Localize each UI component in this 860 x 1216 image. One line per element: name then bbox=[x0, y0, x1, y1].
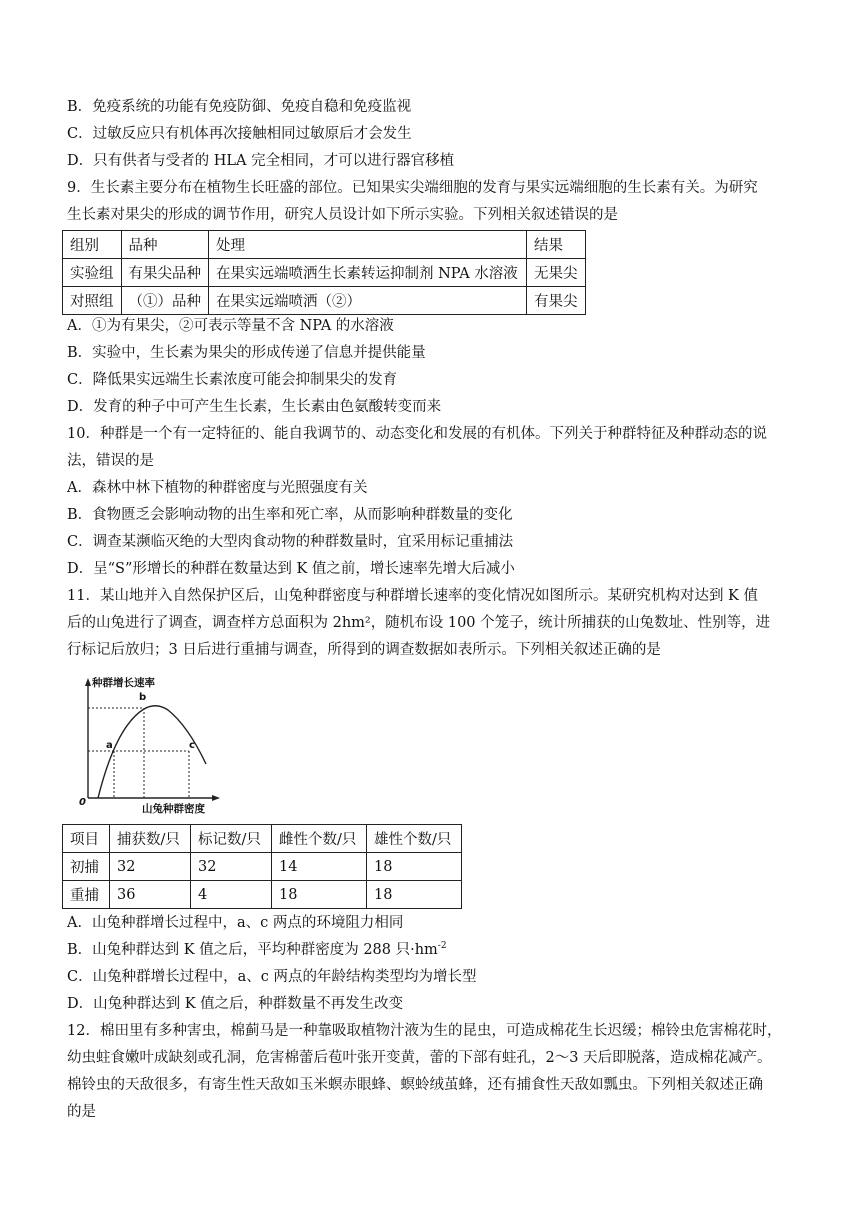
table-header-cell: 组别 bbox=[63, 231, 122, 259]
option-d-q11: D．山兔种群达到 K 值之后，种群数量不再发生改变 bbox=[67, 996, 404, 1012]
x-axis-label: 山兔种群密度 bbox=[142, 803, 205, 814]
question-12-stem-cont: 幼虫蛀食嫩叶成缺刻或孔洞，危害棉蕾后苞叶张开变黄，蕾的下部有蛀孔，2～3 天后即脱落，造成棉花减产。 bbox=[67, 1050, 772, 1066]
question-10-stem: 10．种群是一个有一定特征的、能自我调节的、动态变化和发展的有机体。下列关于种群特征及种群动态的说 bbox=[67, 426, 767, 442]
table-header-row bbox=[63, 231, 586, 259]
table-header-cell: 处理 bbox=[209, 231, 527, 259]
table-cell: （①）品种 bbox=[121, 287, 209, 315]
table-row bbox=[63, 853, 462, 881]
experiment-table bbox=[62, 230, 586, 315]
point-a-label: a bbox=[106, 740, 113, 751]
table-row bbox=[63, 881, 462, 909]
question-12-stem-cont3: 的是 bbox=[67, 1104, 96, 1120]
table-header-cell: 品种 bbox=[121, 231, 209, 259]
table-cell: 36 bbox=[110, 881, 191, 909]
table-cell: 14 bbox=[272, 853, 367, 881]
option-c-q11: C．山兔种群增长过程中，a、c 两点的年龄结构类型均为增长型 bbox=[67, 969, 477, 985]
table-cell: 32 bbox=[191, 853, 272, 881]
question-12-stem-cont2: 棉铃虫的天敌很多，有寄生性天敌如玉米螟赤眼蜂、螟蛉绒茧蜂，还有捕食性天敌如瓢虫。下列相关叙述正确 bbox=[67, 1077, 763, 1093]
table-header-cell: 雄性个数/只 bbox=[367, 825, 462, 853]
table-cell: 无果尖 bbox=[527, 259, 586, 287]
point-c-label: c bbox=[189, 740, 195, 751]
option-c-q10: C．调查某濒临灭绝的大型肉食动物的种群数量时，宜采用标记重捕法 bbox=[67, 534, 514, 550]
question-9-stem-cont: 生长素对果尖的形成的调节作用，研究人员设计如下所示实验。下列相关叙述错误的是 bbox=[67, 207, 618, 223]
growth-rate-figure bbox=[76, 676, 226, 814]
table-row bbox=[63, 259, 586, 287]
table-cell: 32 bbox=[110, 853, 191, 881]
option-b-q9: B．实验中，生长素为果尖的形成传递了信息并提供能量 bbox=[67, 345, 426, 361]
table-header-row bbox=[63, 825, 462, 853]
option-c-q8: C．过敏反应只有机体再次接触相同过敏原后才会发生 bbox=[67, 126, 412, 142]
table-cell: 初捕 bbox=[63, 853, 110, 881]
table-header-cell: 标记数/只 bbox=[191, 825, 272, 853]
question-12-stem: 12．棉田里有多种害虫，棉蓟马是一种靠吸取植物汁液为生的昆虫，可造成棉花生长迟缓；棉铃虫危害棉花时， bbox=[67, 1023, 782, 1039]
question-9-stem: 9．生长素主要分布在植物生长旺盛的部位。已知果实尖端细胞的发育与果实远端细胞的生长素有关。为研究 bbox=[67, 180, 758, 196]
option-d-q9: D．发育的种子中可产生生长素，生长素由色氨酸转变而来 bbox=[67, 399, 442, 415]
option-b-q11 bbox=[67, 940, 447, 960]
point-b-label: b bbox=[139, 692, 147, 703]
x-axis-arrow bbox=[212, 795, 220, 801]
question-11-stem: 11．某山地并入自然保护区后，山兔种群密度与种群增长速率的变化情况如图所示。某研究机构对达到 K 值 bbox=[67, 588, 758, 604]
table-cell: 18 bbox=[367, 881, 462, 909]
option-b-q10: B．食物匮乏会影响动物的出生率和死亡率，从而影响种群数量的变化 bbox=[67, 507, 513, 523]
table-cell: 有果尖品种 bbox=[121, 259, 209, 287]
option-b-q11-text: B．山兔种群达到 K 值之后，平均种群密度为 288 只·hm bbox=[67, 942, 438, 958]
question-10-stem-cont: 法，错误的是 bbox=[67, 453, 154, 469]
table-cell: 重捕 bbox=[63, 881, 110, 909]
table-cell: 在果实远端喷洒（②） bbox=[209, 287, 527, 315]
option-d-q8: D．只有供者与受者的 HLA 完全相同，才可以进行器官移植 bbox=[67, 153, 455, 169]
table-cell: 对照组 bbox=[63, 287, 122, 315]
table-row bbox=[63, 287, 586, 315]
y-axis-label: 种群增长速率 bbox=[92, 677, 155, 689]
y-axis-arrow bbox=[85, 678, 91, 686]
table-cell: 在果实远端喷洒生长素转运抑制剂 NPA 水溶液 bbox=[209, 259, 527, 287]
question-11-stem-cont: 后的山兔进行了调查，调查样方总面积为 2hm²，随机布设 100 个笼子，统计所捕获的山兔数址、性别等，进 bbox=[67, 615, 771, 631]
table-cell: 18 bbox=[272, 881, 367, 909]
option-a-q9: A．①为有果尖，②可表示等量不含 NPA 的水溶液 bbox=[67, 318, 394, 334]
question-11-stem-cont2: 行标记后放归；3 日后进行重捕与调查，所得到的调查数据如表所示。下列相关叙述正确的是 bbox=[67, 642, 661, 658]
table-header-cell: 雌性个数/只 bbox=[272, 825, 367, 853]
option-a-q10: A．森林中林下植物的种群密度与光照强度有关 bbox=[67, 480, 368, 496]
option-d-q10: D．呈“S”形增长的种群在数量达到 K 值之前，增长速率先增大后减小 bbox=[67, 561, 515, 577]
option-a-q11: A．山兔种群增长过程中，a、c 两点的环境阻力相同 bbox=[67, 915, 404, 931]
table-cell: 实验组 bbox=[63, 259, 122, 287]
table-cell: 18 bbox=[367, 853, 462, 881]
table-header-cell: 捕获数/只 bbox=[110, 825, 191, 853]
option-c-q9: C．降低果实远端生长素浓度可能会抑制果尖的发育 bbox=[67, 372, 398, 388]
table-cell: 有果尖 bbox=[527, 287, 586, 315]
origin-label: 0 bbox=[79, 797, 86, 808]
capture-data-table bbox=[62, 824, 462, 909]
table-header-cell: 结果 bbox=[527, 231, 586, 259]
unit-exponent: -2 bbox=[437, 941, 447, 951]
table-header-cell: 项目 bbox=[63, 825, 110, 853]
table-cell: 4 bbox=[191, 881, 272, 909]
option-b-q8: B．免疫系统的功能有免疫防御、免疫自稳和免疫监视 bbox=[67, 99, 412, 115]
